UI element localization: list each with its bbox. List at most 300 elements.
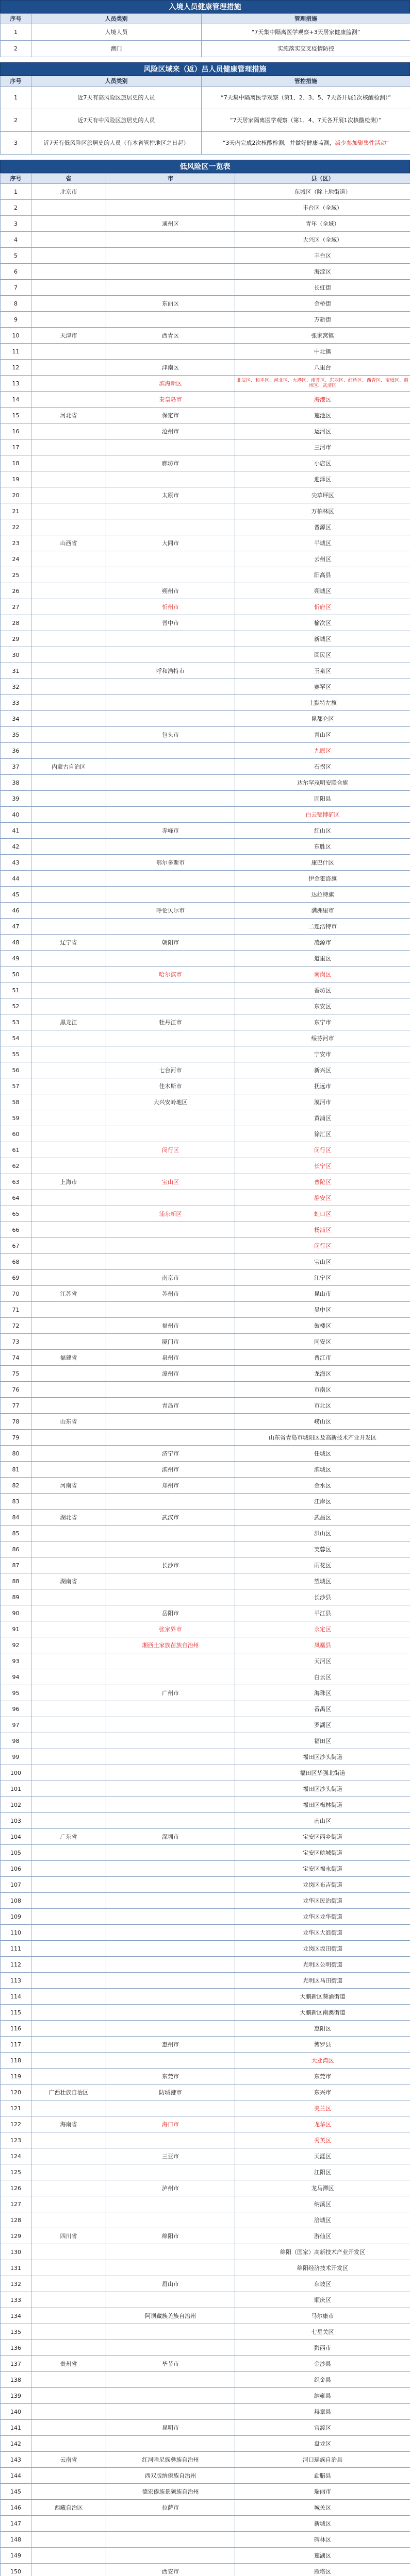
- table-row: [1, 216, 410, 232]
- row-county: 龙华区龙华街道: [235, 1909, 410, 1925]
- row-number: 42: [1, 839, 31, 855]
- row-number: 45: [1, 887, 31, 903]
- row-province: [31, 280, 106, 296]
- row-province: [31, 2532, 106, 2548]
- row-category: 近7天有中风险区旅居史的人员: [31, 109, 202, 132]
- row-province: 山西省: [31, 535, 106, 551]
- row-province: [31, 743, 106, 759]
- row-county: 宁安市: [235, 1046, 410, 1062]
- row-province: [31, 839, 106, 855]
- row-province: [31, 2420, 106, 2436]
- row-number: 88: [1, 1573, 31, 1589]
- table-row: [1, 1110, 410, 1126]
- row-number: 22: [1, 519, 31, 535]
- table-row: [1, 1605, 410, 1621]
- row-city: [106, 743, 235, 759]
- row-province: [31, 1110, 106, 1126]
- row-city: 西安市: [106, 2564, 235, 2576]
- row-city: 鄂尔多斯市: [106, 855, 235, 871]
- row-county: 丰台区（全域）: [235, 200, 410, 216]
- row-number: 60: [1, 1126, 31, 1142]
- row-number: 89: [1, 1589, 31, 1605]
- row-county: 莲湖区: [235, 2548, 410, 2564]
- table-row: [1, 408, 410, 423]
- row-county: 白云鄂博矿区: [235, 807, 410, 823]
- row-number: 48: [1, 935, 31, 951]
- row-city: [106, 871, 235, 887]
- row-county: 长虹街: [235, 280, 410, 296]
- row-number: 118: [1, 2053, 31, 2069]
- row-city: 晋中市: [106, 615, 235, 631]
- row-city: [106, 1046, 235, 1062]
- table-row: [1, 1078, 410, 1094]
- row-province: [31, 1334, 106, 1350]
- row-county: 东安区: [235, 998, 410, 1014]
- row-city: [106, 551, 235, 567]
- row-city: [106, 1190, 235, 1206]
- table-row: [1, 360, 410, 376]
- row-county: 凤凰县: [235, 1637, 410, 1653]
- row-number: 25: [1, 567, 31, 583]
- row-province: 河南省: [31, 1478, 106, 1494]
- row-city: 厦门市: [106, 1334, 235, 1350]
- row-county: 大亚湾区: [235, 2053, 410, 2069]
- table-row: [1, 791, 410, 807]
- row-province: [31, 2005, 106, 2021]
- row-province: [31, 1078, 106, 1094]
- row-city: 张家界市: [106, 1621, 235, 1637]
- row-city: [106, 2021, 235, 2037]
- row-county: 昆都仑区: [235, 711, 410, 727]
- row-city: 滨州市: [106, 1462, 235, 1478]
- row-number: 16: [1, 423, 31, 439]
- table-row: [1, 2260, 410, 2276]
- row-city: 海口市: [106, 2116, 235, 2132]
- row-number: 117: [1, 2037, 31, 2053]
- row-county: 盘龙区: [235, 2436, 410, 2452]
- row-province: [31, 2053, 106, 2069]
- row-city: [106, 711, 235, 727]
- row-city: [106, 1254, 235, 1270]
- row-province: [31, 631, 106, 647]
- row-number: 97: [1, 1717, 31, 1733]
- row-city: 长沙市: [106, 1557, 235, 1573]
- row-province: [31, 1717, 106, 1733]
- table-row: [1, 743, 410, 759]
- table-row: [1, 1222, 410, 1238]
- row-province: [31, 1302, 106, 1318]
- row-number: 115: [1, 2005, 31, 2021]
- row-number: 70: [1, 1286, 31, 1302]
- row-province: [31, 392, 106, 408]
- row-city: 泸州市: [106, 2180, 235, 2196]
- row-city: [106, 1302, 235, 1318]
- table-row: [1, 2548, 410, 2564]
- row-city: [106, 1797, 235, 1813]
- row-county: 鼓楼区: [235, 1318, 410, 1334]
- row-county: 福田区: [235, 1733, 410, 1749]
- table-row: [1, 967, 410, 982]
- row-province: 四川省: [31, 2228, 106, 2244]
- table-row: [1, 1845, 410, 1861]
- row-number: 134: [1, 2308, 31, 2324]
- row-number: 34: [1, 711, 31, 727]
- col-header-county: 县（区）: [235, 174, 410, 184]
- table-row: [1, 1382, 410, 1398]
- row-province: 江苏省: [31, 1286, 106, 1302]
- row-county: 闵行区: [235, 1142, 410, 1158]
- row-city: [106, 1669, 235, 1685]
- row-number: 140: [1, 2404, 31, 2420]
- row-category: 入境人员: [31, 24, 202, 41]
- row-city: [106, 998, 235, 1014]
- row-province: 天津市: [31, 328, 106, 344]
- table-row: [1, 132, 410, 155]
- table-row: [1, 1557, 410, 1573]
- row-city: 深圳市: [106, 1829, 235, 1845]
- row-province: [31, 1126, 106, 1142]
- row-number: 7: [1, 280, 31, 296]
- table-row: [1, 1653, 410, 1669]
- row-county: 北辰区、和平区、河北区、大港区、南开区、东丽区、红桥区、西青区、宝坻区、蓟州区、武清区: [235, 376, 410, 392]
- row-city: [106, 1573, 235, 1589]
- row-province: [31, 1973, 106, 1989]
- row-number: 21: [1, 503, 31, 519]
- row-province: [31, 1158, 106, 1174]
- table-row: [1, 1494, 410, 1510]
- row-county: 晋源区: [235, 519, 410, 535]
- row-number: 14: [1, 392, 31, 408]
- row-county: 赛罕区: [235, 679, 410, 695]
- row-city: 红河哈尼族彝族自治州: [106, 2452, 235, 2468]
- table-row: [1, 615, 410, 631]
- row-city: [106, 2292, 235, 2308]
- row-number: 23: [1, 535, 31, 551]
- row-county: 新城区: [235, 2516, 410, 2532]
- row-city: [106, 2132, 235, 2148]
- row-province: [31, 647, 106, 663]
- row-county: 红山区: [235, 823, 410, 839]
- row-province: [31, 871, 106, 887]
- row-county: 忻府区: [235, 599, 410, 615]
- row-number: 133: [1, 2292, 31, 2308]
- row-number: 80: [1, 1446, 31, 1462]
- row-city: [106, 1414, 235, 1430]
- row-number: 52: [1, 998, 31, 1014]
- table-row: [1, 1174, 410, 1190]
- table-row: [1, 839, 410, 855]
- row-province: 河北省: [31, 408, 106, 423]
- row-number: 1: [1, 87, 31, 109]
- row-city: [106, 2548, 235, 2564]
- row-city: [106, 200, 235, 216]
- row-province: [31, 1190, 106, 1206]
- row-city: 宝山区: [106, 1174, 235, 1190]
- row-province: [31, 2292, 106, 2308]
- row-county: 涪城区: [235, 2212, 410, 2228]
- table-row: [1, 1701, 410, 1717]
- row-county: 崂山区: [235, 1414, 410, 1430]
- row-province: [31, 1222, 106, 1238]
- row-city: [106, 248, 235, 264]
- row-number: 8: [1, 296, 31, 312]
- row-number: 90: [1, 1605, 31, 1621]
- row-city: 昆明市: [106, 2420, 235, 2436]
- table-row: [1, 567, 410, 583]
- table-row: [1, 919, 410, 935]
- row-province: [31, 1941, 106, 1957]
- row-city: [106, 439, 235, 455]
- row-number: 124: [1, 2148, 31, 2164]
- row-province: [31, 200, 106, 216]
- row-number: 98: [1, 1733, 31, 1749]
- table-row: [1, 2372, 410, 2388]
- row-number: 116: [1, 2021, 31, 2037]
- row-number: 10: [1, 328, 31, 344]
- row-province: [31, 2180, 106, 2196]
- row-number: 5: [1, 248, 31, 264]
- row-province: [31, 1030, 106, 1046]
- row-county: 福田区沙头街道: [235, 1781, 410, 1797]
- row-number: 76: [1, 1382, 31, 1398]
- row-measure-text: “7天居家隔离医学观察（第1、4、7天各开展1次核酸检测）”: [230, 117, 382, 124]
- row-county: 平江县: [235, 1605, 410, 1621]
- table-row: [1, 1462, 410, 1478]
- row-number: 11: [1, 344, 31, 360]
- row-county: 东坡区: [235, 2276, 410, 2292]
- row-number: 131: [1, 2260, 31, 2276]
- row-county: 迎泽区: [235, 471, 410, 487]
- row-category: 近7天有低风险区旅居史的人员（有本省管控地区之日起）: [31, 132, 202, 155]
- row-number: 141: [1, 2420, 31, 2436]
- risk-area-measures-table: [0, 76, 410, 155]
- row-province: 北京市: [31, 184, 106, 200]
- row-county: 道里区: [235, 951, 410, 967]
- row-province: [31, 2276, 106, 2292]
- row-province: [31, 695, 106, 711]
- row-province: 贵州省: [31, 2356, 106, 2372]
- row-province: [31, 2037, 106, 2053]
- row-number: 51: [1, 982, 31, 998]
- table-row: [1, 2292, 410, 2308]
- row-county: 长沙县: [235, 1589, 410, 1605]
- row-province: [31, 567, 106, 583]
- table-row: [1, 1573, 410, 1589]
- row-county: 龙华区: [235, 2116, 410, 2132]
- row-province: [31, 727, 106, 743]
- table-row: [1, 2100, 410, 2116]
- row-number: 3: [1, 132, 31, 155]
- row-county: 吴中区: [235, 1302, 410, 1318]
- table-row: [1, 328, 410, 344]
- table-row: [1, 1270, 410, 1286]
- row-city: [106, 1861, 235, 1877]
- table-row: [1, 1781, 410, 1797]
- table-row: [1, 2564, 410, 2576]
- row-city: [106, 887, 235, 903]
- row-province: [31, 296, 106, 312]
- table-row: [1, 823, 410, 839]
- row-county: 雨花区: [235, 1557, 410, 1573]
- row-number: 18: [1, 455, 31, 471]
- row-number: 53: [1, 1014, 31, 1030]
- row-county: 大兴区（全域）: [235, 232, 410, 248]
- row-county: 黔西市: [235, 2340, 410, 2356]
- row-city: 绵阳市: [106, 2228, 235, 2244]
- section-entry-measures: [0, 0, 410, 57]
- row-county: 山东省青岛市城阳区及高新技术产业开发区: [235, 1430, 410, 1446]
- row-province: [31, 2516, 106, 2532]
- row-county: 达拉特旗: [235, 887, 410, 903]
- row-county: 龙海区: [235, 1366, 410, 1382]
- table-row: [1, 1062, 410, 1078]
- row-province: [31, 360, 106, 376]
- row-province: [31, 1893, 106, 1909]
- row-province: [31, 1637, 106, 1653]
- row-province: 福建省: [31, 1350, 106, 1366]
- row-number: 105: [1, 1845, 31, 1861]
- row-city: 毕节市: [106, 2356, 235, 2372]
- table-row: [1, 109, 410, 132]
- row-county: 天河区: [235, 1653, 410, 1669]
- row-province: [31, 967, 106, 982]
- row-number: 92: [1, 1637, 31, 1653]
- row-city: 西双版纳傣族自治州: [106, 2468, 235, 2484]
- row-province: [31, 1430, 106, 1446]
- table-row: [1, 232, 410, 248]
- row-city: 哈尔滨市: [106, 967, 235, 982]
- row-city: [106, 471, 235, 487]
- row-measure: [202, 109, 410, 132]
- row-county: 罗湖区: [235, 1717, 410, 1733]
- row-province: [31, 2404, 106, 2420]
- row-province: [31, 887, 106, 903]
- row-city: [106, 2324, 235, 2340]
- row-number: 26: [1, 583, 31, 599]
- row-county: 龙华区大浪街道: [235, 1925, 410, 1941]
- row-province: [31, 2308, 106, 2324]
- row-number: 108: [1, 1893, 31, 1909]
- table-row: [1, 471, 410, 487]
- table-row: [1, 1797, 410, 1813]
- row-county: 新城区: [235, 631, 410, 647]
- row-number: 40: [1, 807, 31, 823]
- row-city: [106, 982, 235, 998]
- row-number: 114: [1, 1989, 31, 2005]
- row-number: 109: [1, 1909, 31, 1925]
- row-city: [106, 647, 235, 663]
- row-number: 64: [1, 1190, 31, 1206]
- row-county: 漠河市: [235, 1094, 410, 1110]
- row-number: 86: [1, 1541, 31, 1557]
- table-row: [1, 2452, 410, 2468]
- row-city: 包头市: [106, 727, 235, 743]
- row-province: [31, 1094, 106, 1110]
- row-county: 榆次区: [235, 615, 410, 631]
- table-row: [1, 535, 410, 551]
- row-county: 任城区: [235, 1446, 410, 1462]
- row-county: 东城区（除上地街道）: [235, 184, 410, 200]
- table-row: [1, 1478, 410, 1494]
- row-province: [31, 599, 106, 615]
- row-province: [31, 1142, 106, 1158]
- row-city: 大兴安岭地区: [106, 1094, 235, 1110]
- table-header-row: [1, 76, 410, 87]
- row-county: 同安区: [235, 1334, 410, 1350]
- row-province: [31, 1494, 106, 1510]
- table-row: [1, 2356, 410, 2372]
- row-county: 平城区: [235, 535, 410, 551]
- row-province: 海南省: [31, 2116, 106, 2132]
- row-city: [106, 2388, 235, 2404]
- row-city: [106, 1893, 235, 1909]
- row-city: [106, 312, 235, 328]
- row-county: 马尔康市: [235, 2308, 410, 2324]
- row-city: [106, 232, 235, 248]
- row-city: [106, 1941, 235, 1957]
- table-row: [1, 2388, 410, 2404]
- row-city: [106, 791, 235, 807]
- table-row: [1, 1430, 410, 1446]
- table-row: [1, 1094, 410, 1110]
- row-city: [106, 280, 235, 296]
- row-county: 惠阳区: [235, 2021, 410, 2037]
- row-county: 武昌区: [235, 1510, 410, 1526]
- row-city: 通州区: [106, 216, 235, 232]
- row-category: 近7天有高风险区旅居史的人员: [31, 87, 202, 109]
- row-city: 佳木斯市: [106, 1078, 235, 1094]
- table-row: [1, 2468, 410, 2484]
- row-number: 68: [1, 1254, 31, 1270]
- row-city: [106, 807, 235, 823]
- row-county: 官渡区: [235, 2420, 410, 2436]
- table-row: [1, 2228, 410, 2244]
- row-province: [31, 376, 106, 392]
- row-province: [31, 1206, 106, 1222]
- row-county: 满洲里市: [235, 903, 410, 919]
- row-county: 小店区: [235, 455, 410, 471]
- row-province: [31, 1781, 106, 1797]
- row-city: 南京市: [106, 1270, 235, 1286]
- row-province: [31, 1046, 106, 1062]
- row-city: [106, 1813, 235, 1829]
- row-county: 龙马潭区: [235, 2180, 410, 2196]
- table-row: [1, 2436, 410, 2452]
- row-number: 132: [1, 2276, 31, 2292]
- table-row: [1, 24, 410, 41]
- row-city: 浦东新区: [106, 1206, 235, 1222]
- table-row: [1, 487, 410, 503]
- row-number: 91: [1, 1621, 31, 1637]
- row-county: 二连浩特市: [235, 919, 410, 935]
- table-row: [1, 439, 410, 455]
- row-county: 玉泉区: [235, 663, 410, 679]
- table-row: [1, 2021, 410, 2037]
- row-county: 大鹏新区南澳街道: [235, 2005, 410, 2021]
- row-county: 福田区沙头街道: [235, 1749, 410, 1765]
- row-county: 张家窝镇: [235, 328, 410, 344]
- row-county: 海淀区: [235, 264, 410, 280]
- row-county: 长宁区: [235, 1158, 410, 1174]
- row-number: 128: [1, 2212, 31, 2228]
- row-province: [31, 2468, 106, 2484]
- row-province: [31, 998, 106, 1014]
- row-number: 102: [1, 1797, 31, 1813]
- row-county: 光明区马田街道: [235, 1973, 410, 1989]
- table-row: [1, 1350, 410, 1366]
- row-city: 眉山市: [106, 2276, 235, 2292]
- row-province: [31, 2148, 106, 2164]
